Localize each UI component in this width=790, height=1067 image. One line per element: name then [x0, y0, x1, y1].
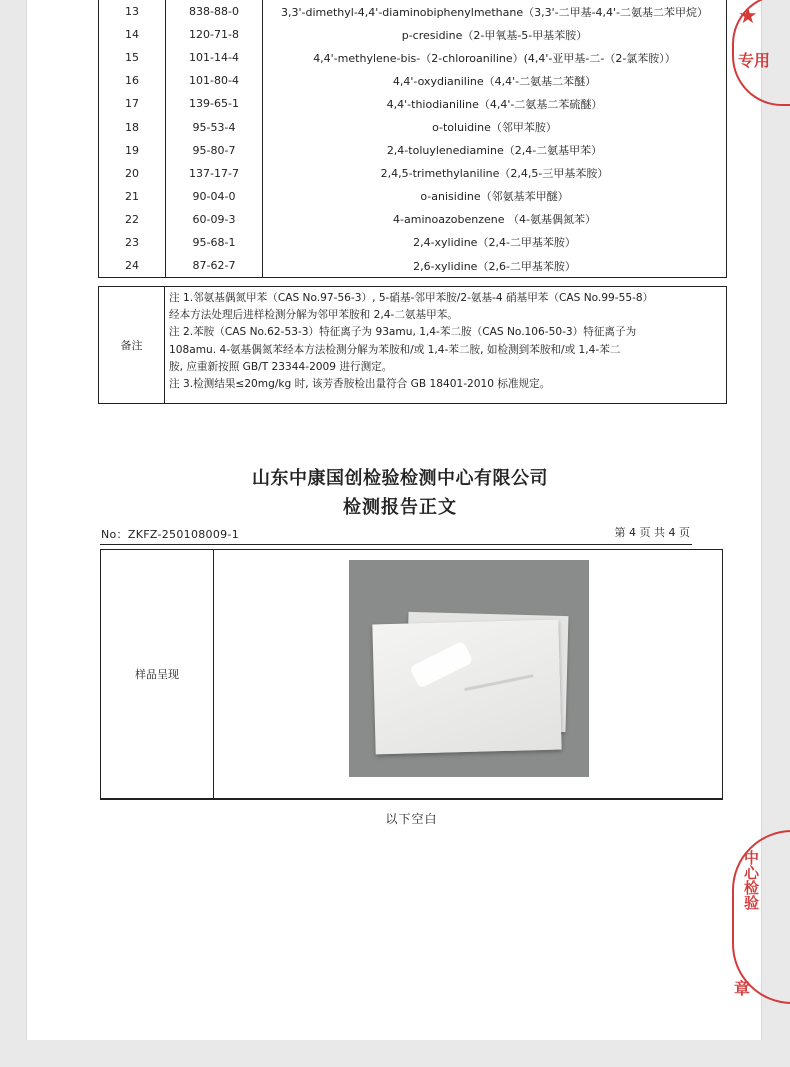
- compound-name: 2,4-toluylenediamine（2,4-二氨基甲苯）: [263, 139, 727, 162]
- row-number: 15: [99, 46, 166, 69]
- seal-text: 中心检验: [742, 850, 760, 910]
- sample-photo: [349, 560, 589, 777]
- cas-number: 838-88-0: [166, 0, 263, 23]
- remark-line: 注 2.苯胺（CAS No.62-53-3）特征离子为 93amu, 1,4-苯二胺（CAS No.106-50-3）特征离子为: [169, 326, 637, 339]
- header-rule: [100, 544, 692, 545]
- table-row: [99, 115, 727, 138]
- sample-label: 样品呈现: [101, 550, 214, 798]
- remarks-body: [165, 287, 726, 403]
- remark-line: 注 1.邻氨基偶氮甲苯（CAS No.97-56-3）, 5-硝基-邻甲苯胺/2-氨基-4 硝基甲苯（CAS No.99-55-8）: [169, 292, 654, 304]
- page-indicator: 第 4 页 共 4 页: [614, 526, 690, 539]
- red-seal-bottom: [722, 826, 772, 1006]
- remark-line: 注 3.检测结果≤20mg/kg 时, 该芳香胺检出量符合 GB 18401-2010 标准规定。: [169, 378, 551, 391]
- table-row: [99, 208, 727, 231]
- table-row: [99, 162, 727, 185]
- aromatic-amine-table: [98, 0, 727, 278]
- compound-name: o-anisidine（邻氨基苯甲醚）: [263, 185, 727, 208]
- cas-number: 90-04-0: [166, 185, 263, 208]
- blank-below-note: 以下空白: [385, 812, 438, 826]
- compound-name: 4,4'-thiodianiline（4,4'-二氨基二苯硫醚）: [263, 92, 727, 115]
- document-title: 检测报告正文: [343, 497, 457, 518]
- seal-text: 章: [734, 979, 751, 998]
- cas-number: 101-80-4: [166, 69, 263, 92]
- remarks-section: [98, 286, 727, 404]
- sample-appearance-section: [100, 549, 723, 800]
- cas-number: 87-62-7: [166, 254, 263, 278]
- sample-bag-front: [372, 620, 561, 755]
- row-number: 14: [99, 23, 166, 46]
- row-number: 23: [99, 231, 166, 254]
- remarks-label: 备注: [99, 287, 165, 403]
- seal-text: 专用: [738, 51, 771, 70]
- row-number: 22: [99, 208, 166, 231]
- table-row: [99, 254, 727, 278]
- compound-name: 3,3'-dimethyl-4,4'-diaminobiphenylmethane（3,3'-二甲基-4,4'-二氨基二苯甲烷）: [263, 0, 727, 23]
- page-edge-left: [26, 0, 27, 1040]
- row-number: 24: [99, 254, 166, 278]
- cas-number: 101-14-4: [166, 46, 263, 69]
- row-number: 21: [99, 185, 166, 208]
- table-row: [99, 231, 727, 254]
- row-number: 19: [99, 139, 166, 162]
- compound-name: 4,4'-methylene-bis-（2-chloroaniline）(4,4'-亚甲基-二-（2-氯苯胺））: [263, 46, 727, 69]
- table-row: [99, 69, 727, 92]
- compound-name: 2,4,5-trimethylaniline（2,4,5-三甲基苯胺）: [263, 162, 727, 185]
- report-number: No：ZKFZ-250108009-1: [101, 528, 240, 541]
- seal-star-icon: ★: [738, 4, 758, 29]
- company-name: 山东中康国创检验检测中心有限公司: [252, 468, 548, 489]
- row-number: 17: [99, 92, 166, 115]
- compound-name: p-cresidine（2-甲氧基-5-甲基苯胺）: [263, 23, 727, 46]
- compound-name: 2,6-xylidine（2,6-二甲基苯胺）: [263, 254, 727, 278]
- row-number: 16: [99, 69, 166, 92]
- compound-name: 2,4-xylidine（2,4-二甲基苯胺）: [263, 231, 727, 254]
- row-number: 18: [99, 115, 166, 138]
- sample-photo-cell: [214, 550, 722, 798]
- table-row: [99, 92, 727, 115]
- cas-number: 137-17-7: [166, 162, 263, 185]
- compound-name: 4,4'-oxydianiline（4,4'-二氨基二苯醚）: [263, 69, 727, 92]
- table-row: [99, 0, 727, 23]
- table-row: [99, 23, 727, 46]
- compound-name: o-toluidine（邻甲苯胺）: [263, 115, 727, 138]
- cas-number: 139-65-1: [166, 92, 263, 115]
- cas-number: 95-53-4: [166, 115, 263, 138]
- remark-line: 108amu. 4-氨基偶氮苯经本方法检测分解为苯胺和/或 1,4-苯二胺, 如检测到苯胺和/或 1,4-苯二: [169, 343, 621, 356]
- red-seal-top: [732, 0, 772, 106]
- cas-number: 60-09-3: [166, 208, 263, 231]
- row-number: 20: [99, 162, 166, 185]
- remark-line: 胺, 应重新按照 GB/T 23344-2009 进行测定。: [169, 360, 393, 373]
- table-row: [99, 185, 727, 208]
- cas-number: 95-80-7: [166, 139, 263, 162]
- table-row: [99, 46, 727, 69]
- row-number: 13: [99, 0, 166, 23]
- compound-name: 4-aminoazobenzene （4-氨基偶氮苯）: [263, 208, 727, 231]
- remark-line: 经本方法处理后进样检测分解为邻甲苯胺和 2,4-二氨基甲苯。: [169, 309, 458, 322]
- cas-number: 95-68-1: [166, 231, 263, 254]
- cas-number: 120-71-8: [166, 23, 263, 46]
- table-row: [99, 139, 727, 162]
